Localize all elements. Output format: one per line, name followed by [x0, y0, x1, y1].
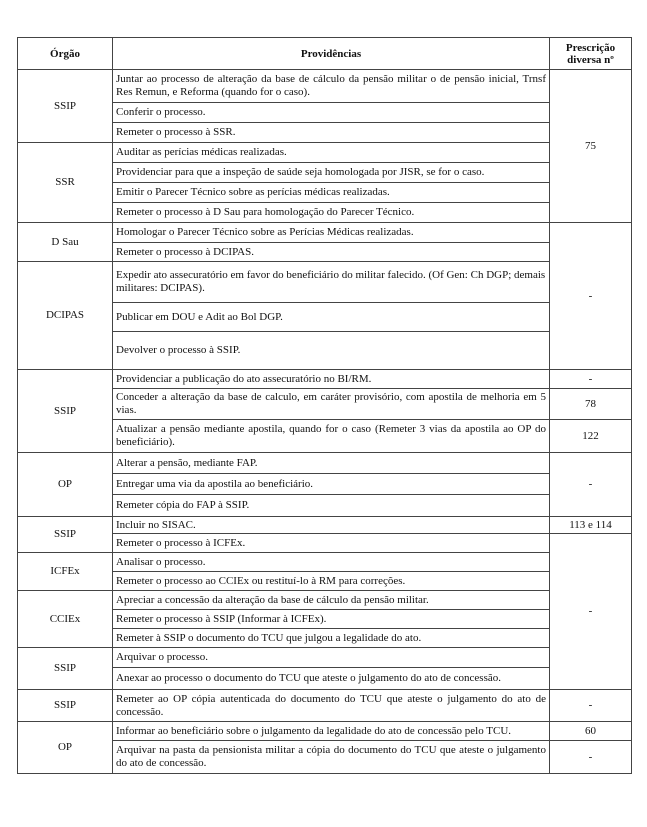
providencia-cell: Publicar em DOU e Adit ao Bol DGP.	[113, 303, 550, 332]
orgao-cell: OP	[18, 722, 113, 774]
prescricao-cell: -	[550, 453, 632, 517]
header-row	[18, 38, 632, 70]
table-row	[18, 453, 632, 474]
providencia-cell: Informar ao beneficiário sobre o julgamento da legalidade do ato de concessão pelo TCU.	[113, 722, 550, 741]
orgao-cell: SSIP	[18, 648, 113, 690]
providencia-cell: Analisar o processo.	[113, 553, 550, 572]
header-prescricao-line1: Prescrição	[565, 41, 616, 54]
prescricao-cell: 60	[550, 722, 632, 741]
orgao-cell: SSIP	[18, 517, 113, 553]
providencia-cell: Apreciar a concessão da alteração da base de cálculo da pensão militar.	[113, 591, 550, 610]
prescricao-cell: -	[550, 690, 632, 722]
header-prescricao-line2: diversa nº	[567, 53, 614, 66]
orgao-cell: OP	[18, 453, 113, 517]
orgao-cell: DCIPAS	[18, 262, 113, 370]
providencia-cell: Remeter ao OP cópia autenticada do documento do TCU que ateste o julgamento do ato de concessão.	[113, 690, 550, 722]
providencia-cell: Alterar a pensão, mediante FAP.	[113, 453, 550, 474]
providencia-cell: Conceder a alteração da base de calculo, em caráter provisório, com apostila de melhoria em 5 vias.	[113, 389, 550, 420]
orgao-cell: ICFEx	[18, 553, 113, 591]
providencia-cell: Remeter à SSIP o documento do TCU que julgou a legalidade do ato.	[113, 629, 550, 648]
providencia-cell: Juntar ao processo de alteração da base de cálculo da pensão militar o de pensão inicial, Trnsf Res Remun, e Reforma (quando for o caso).	[113, 70, 550, 103]
providencia-cell: Expedir ato assecuratório em favor do beneficiário do militar falecido. (Of Gen: Ch DGP; demais militares: DCIPAS).	[113, 262, 550, 303]
providencia-cell: Remeter o processo à D Sau para homologação do Parecer Técnico.	[113, 203, 550, 223]
orgao-cell: SSIP	[18, 70, 113, 143]
table-row	[18, 70, 632, 103]
prescricao-cell: -	[550, 534, 632, 690]
prescricao-cell: 122	[550, 420, 632, 453]
providencia-cell: Emitir o Parecer Técnico sobre as perícias médicas realizadas.	[113, 183, 550, 203]
providencia-cell: Providenciar para que a inspeção de saúde seja homologada por JISR, se for o caso.	[113, 163, 550, 183]
providencia-cell: Anexar ao processo o documento do TCU que ateste o julgamento do ato de concessão.	[113, 668, 550, 690]
table-row	[18, 690, 632, 722]
providencia-cell: Remeter o processo à DCIPAS.	[113, 243, 550, 262]
providencia-cell: Arquivar na pasta da pensionista militar a cópia do documento do TCU que ateste o julgamento do ato de concessão.	[113, 741, 550, 774]
providencia-cell: Atualizar a pensão mediante apostila, quando for o caso (Remeter 3 vias da apostila ao OP do beneficiário).	[113, 420, 550, 453]
orgao-cell: CCIEx	[18, 591, 113, 648]
table-row	[18, 722, 632, 741]
table-row	[18, 143, 632, 163]
providencia-cell: Remeter o processo à SSR.	[113, 123, 550, 143]
prescricao-cell: -	[550, 741, 632, 774]
prescricao-cell: 78	[550, 389, 632, 420]
providencia-cell: Entregar uma via da apostila ao beneficiário.	[113, 474, 550, 495]
orgao-cell: SSIP	[18, 370, 113, 453]
providencia-cell: Remeter cópia do FAP à SSIP.	[113, 495, 550, 517]
table-row	[18, 517, 632, 534]
table-row	[18, 648, 632, 668]
table-row	[18, 591, 632, 610]
header-orgao: Órgão	[18, 38, 113, 70]
table-row	[18, 223, 632, 243]
header-prescricao	[550, 38, 632, 70]
providencia-cell: Homologar o Parecer Técnico sobre as Perícias Médicas realizadas.	[113, 223, 550, 243]
providencia-cell: Devolver o processo à SSIP.	[113, 332, 550, 370]
prescricao-cell: 75	[550, 70, 632, 223]
prescricao-cell: 113 e 114	[550, 517, 632, 534]
orgao-cell: D Sau	[18, 223, 113, 262]
table-row	[18, 262, 632, 303]
orgao-cell: SSR	[18, 143, 113, 223]
header-providencias: Providências	[113, 38, 550, 70]
providencia-cell: Conferir o processo.	[113, 103, 550, 123]
providencia-cell: Incluir no SISAC.	[113, 517, 550, 534]
providencia-cell: Arquivar o processo.	[113, 648, 550, 668]
table-row	[18, 553, 632, 572]
providencia-cell: Remeter o processo à SSIP (Informar à ICFEx).	[113, 610, 550, 629]
providencia-cell: Auditar as perícias médicas realizadas.	[113, 143, 550, 163]
providencias-table	[17, 37, 632, 774]
orgao-cell: SSIP	[18, 690, 113, 722]
providencia-cell: Providenciar a publicação do ato assecuratório no BI/RM.	[113, 370, 550, 389]
providencia-cell: Remeter o processo ao CCIEx ou restituí-lo à RM para correções.	[113, 572, 550, 591]
table-row	[18, 370, 632, 389]
prescricao-cell: -	[550, 223, 632, 370]
providencia-cell: Remeter o processo à ICFEx.	[113, 534, 550, 553]
prescricao-cell: -	[550, 370, 632, 389]
